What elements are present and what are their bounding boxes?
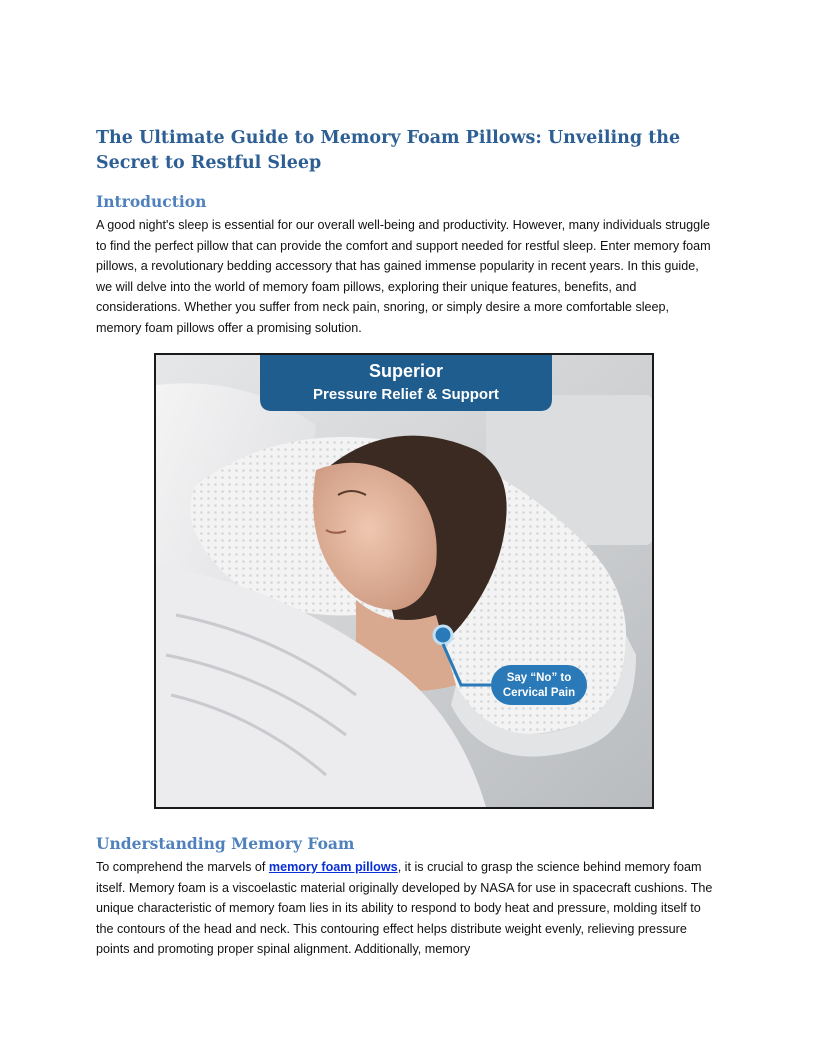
banner-line-1: Superior bbox=[368, 361, 444, 381]
heading-understanding-memory-foam: Understanding Memory Foam bbox=[96, 834, 355, 853]
paragraph-introduction: A good night's sleep is essential for our overall well-being and productivity. However, many individuals struggle to find the perfect pillow that can provide the comfort and support needed for restful sleep. Enter memory foam pillows, a revolutionary bedding accessory that has gained immense popularity in recent years. In this guide, we will delve into the world of memory foam pillows, exploring their unique features, benefits, and considerations. Whether you suffer from neck pain, snoring, or simply desire a more comfortable sleep, memory foam pillows offer a promising solution. bbox=[96, 218, 711, 335]
callout-bubble bbox=[491, 665, 587, 705]
callout-line-2: Cervical Pain bbox=[502, 687, 576, 699]
product-image bbox=[154, 353, 654, 809]
heading-introduction: Introduction bbox=[96, 192, 207, 211]
paragraph-understanding-memory-foam bbox=[96, 857, 718, 960]
paragraph-text-start: To comprehend the marvels of bbox=[96, 860, 269, 874]
pillow-illustration bbox=[156, 355, 652, 807]
page-title: The Ultimate Guide to Memory Foam Pillows: Unveiling the Secret to Restful Sleep bbox=[96, 128, 681, 173]
memory-foam-pillows-link[interactable]: memory foam pillows bbox=[268, 860, 398, 874]
paragraph-text-end: , it is crucial to grasp the science behind memory foam itself. Memory foam is a viscoelastic material originally developed by NASA for use in spacecraft cushions. The unique characteristic of memory foam lies in its ability to respond to body heat and pressure, molding itself to the contours of the head and neck. This contouring effect helps distribute weight evenly, relieving pressure points and promoting proper spinal alignment. Additionally, memory bbox=[96, 860, 713, 957]
callout-line-1: Say “No” to bbox=[506, 672, 572, 684]
pain-point-marker bbox=[434, 626, 452, 644]
banner-line-2: Pressure Relief & Support bbox=[313, 386, 499, 403]
